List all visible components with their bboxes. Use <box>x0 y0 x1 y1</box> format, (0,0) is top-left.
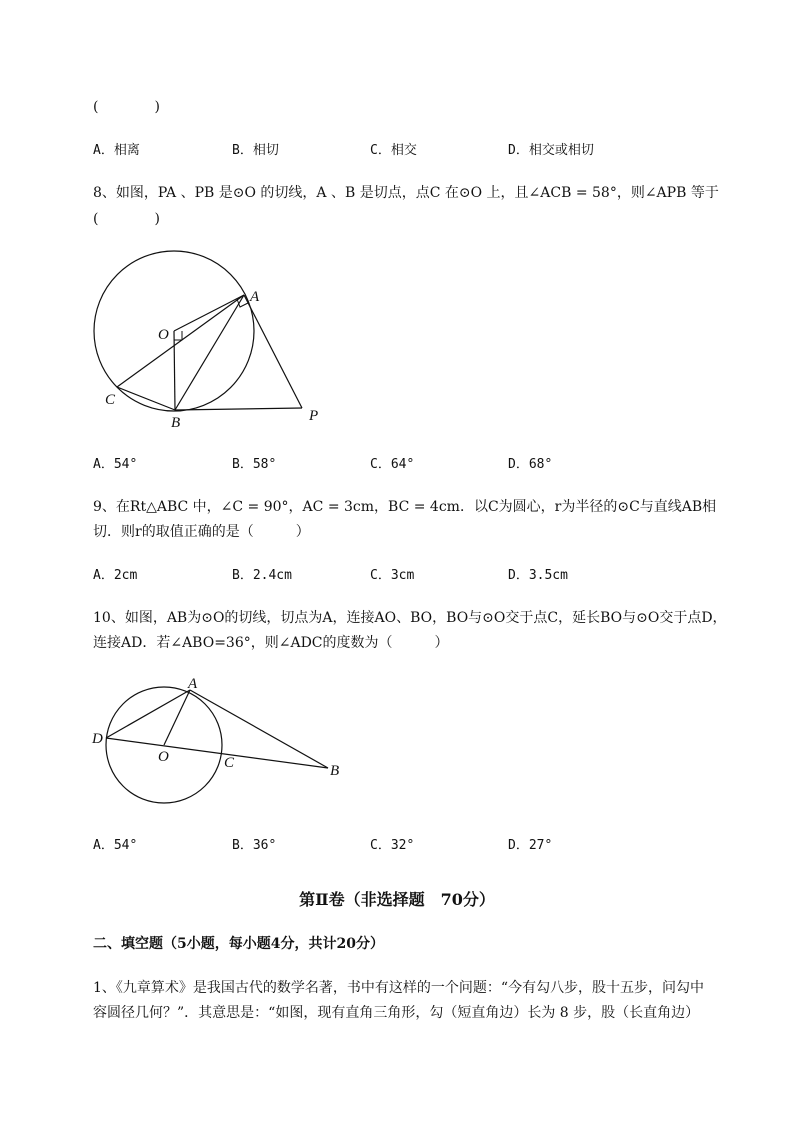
option-b: B．36° <box>232 838 277 853</box>
label-c: C <box>224 755 235 771</box>
q10-text-line2: 连接AD．若∠ABO=36°，则∠ADC的度数为（ ） <box>93 635 449 651</box>
option-c: C．3cm <box>370 568 415 583</box>
segment-ob <box>174 331 175 410</box>
option-c: C．相交 <box>370 143 417 158</box>
fill-in-q1-line2: 容圆径几何？”．其意思是：“如图，现有直角三角形，勾（短直角边）长为 8 步，股（长直角边） <box>93 1005 700 1021</box>
q8-figure <box>90 250 340 435</box>
label-b: B <box>330 763 340 779</box>
option-b: B．2.4cm <box>232 568 292 583</box>
option-c: C．64° <box>370 457 415 472</box>
label-o: O <box>158 327 169 343</box>
q8-text-line2: ( ) <box>93 211 160 227</box>
label-o: O <box>158 749 169 765</box>
option-a: A．54° <box>93 457 138 472</box>
tangent-ab <box>190 690 328 768</box>
option-d: D．相交或相切 <box>508 143 594 158</box>
option-c: C．32° <box>370 838 415 853</box>
q9-text-line2: 切．则r的取值正确的是（ ） <box>93 524 310 540</box>
q7-answer-paren: ( ) <box>93 99 160 115</box>
option-d: D．68° <box>508 457 553 472</box>
right-angle-mark-o <box>174 331 182 340</box>
q8-text-line1: 8、如图，PA 、PB 是⊙O 的切线，A 、B 是切点，点C 在⊙O 上，且∠ACB = 58°，则∠APB 等于 <box>93 185 719 201</box>
tangent-pa <box>244 295 302 408</box>
option-d: D．27° <box>508 838 553 853</box>
label-c: C <box>105 392 116 408</box>
option-d: D．3.5cm <box>508 568 568 583</box>
segment-ca <box>117 295 244 387</box>
fill-in-header: 二、填空题（5小题，每小题4分，共计20分） <box>93 936 384 952</box>
segment-oa <box>164 690 190 745</box>
label-p: P <box>309 408 319 424</box>
q10-figure <box>88 675 348 810</box>
fill-in-q1-line1: 1、《九章算术》是我国古代的数学名著，书中有这样的一个问题：“今有勾八步，股十五步，问勾中 <box>93 980 705 996</box>
label-a: A <box>250 289 260 305</box>
section2-title: 第Ⅱ卷（非选择题 70分） <box>299 890 495 909</box>
label-d: D <box>92 731 103 747</box>
segment-da <box>106 690 190 738</box>
segment-db <box>106 738 328 768</box>
q10-text-line1: 10、如图，AB为⊙O的切线，切点为A，连接AO、BO，BO与⊙O交于点C，延长BO与⊙O交于点D， <box>93 610 727 626</box>
option-b: B．58° <box>232 457 277 472</box>
option-b: B．相切 <box>232 143 279 158</box>
q9-text-line1: 9、在Rt△ABC 中，∠C = 90°，AC = 3cm，BC = 4cm．以C为圆心，r为半径的⊙C与直线AB相 <box>93 499 717 515</box>
label-b: B <box>171 415 181 431</box>
option-a: A．2cm <box>93 568 138 583</box>
option-a: A．54° <box>93 838 138 853</box>
label-a: A <box>188 676 198 692</box>
option-a: A．相离 <box>93 143 140 158</box>
